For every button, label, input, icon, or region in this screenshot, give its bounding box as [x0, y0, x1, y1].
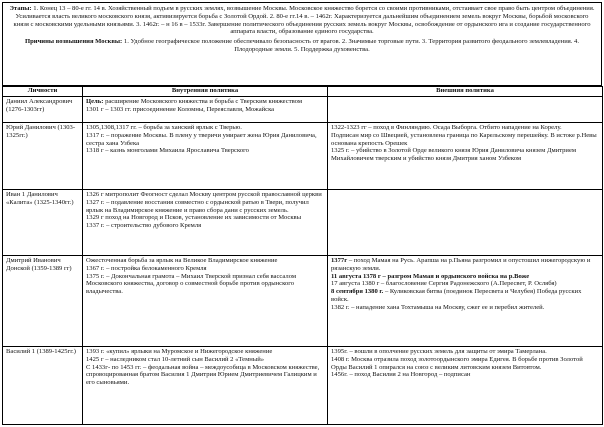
entry-line: [86, 214, 324, 222]
entry-line: [86, 199, 324, 215]
internal-cell: [83, 123, 328, 190]
entry-line: [86, 348, 324, 356]
entry-bold: 8 сентября 1380 г.: [331, 288, 384, 296]
entry-bold: Цель:: [86, 98, 104, 105]
header-internal-policy: Внутренняя политика: [83, 87, 328, 97]
entry-text: 1393 г. «купил» ярлыки на Муромское и Нижегородское княжение: [86, 348, 273, 355]
person-name: Дмитрий Иванович Донской (1359-1389 гг): [6, 257, 72, 272]
entry-text: 1367 г. – постройка белокаменного Кремля: [86, 264, 207, 272]
table-row: [3, 123, 603, 190]
reasons-paragraph: [9, 38, 595, 54]
entry-text: Ожесточенная борьба за ярлык на Великое Владимирское княжение: [86, 257, 278, 264]
entry-line: [331, 288, 599, 304]
stages-label: Этапы:: [9, 5, 32, 12]
entry-text: расширение Московского княжества и борьба с Тверским княжеством: [103, 98, 302, 105]
entry-line: [86, 257, 324, 265]
entry-text: – поход Мамая на Русь. Арапша на р.Пьяна разгромил и опустошил нижегородскую и рязанскую земли.: [331, 257, 591, 272]
table-row: [3, 256, 603, 347]
entry-line: [86, 132, 324, 148]
reasons-label: Причины возвышения Москвы:: [24, 38, 123, 46]
entry-text: 1327 г. – подавление восстания совместно с ордынской ратью в Твери, получил ярлык на Владимирское княжение и право сбора дани с русских земель.: [86, 198, 309, 214]
table-header-row: [3, 87, 603, 97]
entry-text: 1337 г. – строительство дубового Кремля: [86, 222, 202, 230]
entry-line: [86, 364, 324, 387]
header-external-policy: Внешняя политика: [328, 87, 603, 97]
internal-cell: [83, 256, 328, 347]
entry-text: 1305,1308,1317 гг. – борьба за ханский ярлык с Тверью.: [86, 124, 242, 131]
entry-line: [331, 280, 599, 288]
entry-text: 1408 г. Москва отразила поход золотоордынского эмира Едигея. В борьбе против Золотой Орды Василий 1 опирался на союз с великим литовским князем Витовтом.: [331, 355, 583, 371]
entry-line: [331, 132, 599, 148]
entry-text: Подписан мир со Швецией, установлена граница по Карельскому перешейку. В истоке р.Невы основана крепость Орешек: [331, 131, 597, 147]
stages-paragraph: [9, 5, 595, 36]
entry-text: – Куликовская битва (поединок Пересвета и Челубея) Победа русских войск.: [331, 288, 582, 303]
entry-line: [86, 222, 324, 230]
entry-text: 1317 г. – поражение Москвы. В плену у тверичи умирает жена Юрия Даниловича, сестра хана Узбека: [86, 131, 317, 147]
person-cell: [3, 256, 83, 347]
reasons-text: 1. Удобное географическое положение обеспечивало безопасность от врагов. 2. Значимые торговые пути. 3. Территория развитого феодального землевладения. 4. Плодородные земли. 5. Поддержка духовенства.: [123, 38, 579, 53]
external-cell: [328, 347, 603, 425]
entry-text: 1326 г митрополит Феогност сделал Москву центром русской православной церкви: [86, 191, 322, 198]
entry-line: [86, 98, 324, 106]
person-cell: [3, 347, 83, 425]
entry-line: [331, 147, 599, 163]
entry-text: 1329 г поход на Новгород и Псков, установление их зависимости от Москвы: [86, 214, 302, 222]
intro-box: [2, 2, 602, 86]
person-name: Иван 1 Данилович «Калита» (1325-1340гг.): [6, 191, 74, 206]
entry-line: [331, 356, 599, 372]
entry-line: [86, 147, 324, 155]
table-row: [3, 347, 603, 425]
entry-line: [86, 191, 324, 199]
person-cell: [3, 190, 83, 256]
entry-line: [331, 273, 599, 281]
entry-text: 17 августа 1380 г – благословение Сергия Радонежского (А.Пересвет, Р. Ослябя): [331, 280, 557, 288]
entry-text: 1318 г – казнь монголами Михаила Ярославича Тверского: [86, 147, 249, 155]
person-cell: [3, 97, 83, 123]
stages-text: 1. Конец 13 – 80-е гг. 14 в. Хозяйственный подъем в русских землях, возвышение Москвы. Московское княжество борется со своими противниками, отстаивает свое право быть центром объединения. Усиливается власть великого московского князя, активизируется борьба с Золотой Ордой. 2. 80-е гг.14 в. – 1462г. Характеризуется дальнейшим объединением земель вокруг Москвы, борьбой московского князя с московскими удельными князьями. 3. 1462г. – н 16 в – 1533г. Завершение политического объединения русских земель вокруг Москвы, освобождение от ордынского ига и создание государственного аппарата власти, образование единого государства.: [13, 5, 595, 36]
entry-line: [86, 273, 324, 296]
person-name: Даниил Александрович (1276-1303гг): [6, 98, 73, 113]
external-cell: [328, 256, 603, 347]
internal-cell: [83, 97, 328, 123]
header-persons: Личности: [3, 87, 83, 97]
rulers-table: [2, 86, 603, 425]
entry-text: 1456г. – поход Василия 2 на Новгород – подписан: [331, 371, 471, 379]
entry-bold: 11 августа 1378 г – разгром Мамая и ордынского войска на р.Воже: [331, 272, 530, 280]
person-name: Василий 1 (1389-1425гг.): [6, 348, 76, 355]
entry-line: [331, 371, 599, 379]
entry-text: 1395г. – вошли в ополчение русских земель для защиты от эмира Тамерлана.: [331, 348, 547, 355]
internal-cell: [83, 347, 328, 425]
entry-line: [86, 106, 324, 114]
entry-text: 1425 г – наследником стал 10-летний сын Василий 2 «Темный»: [86, 355, 265, 363]
entry-line: [86, 124, 324, 132]
entry-line: [331, 304, 599, 312]
entry-line: [86, 356, 324, 364]
entry-text: 1382 г. – нападение хана Тохтамыша на Москву, сжег ее и перебил жителей.: [331, 303, 545, 311]
external-cell: [328, 123, 603, 190]
table-row: [3, 190, 603, 256]
entry-text: 1322-1323 гг – поход в Финляндию. Осада Выборга. Отбито нападение на Корелу.: [331, 124, 562, 131]
person-cell: [3, 123, 83, 190]
entry-text: С 1433г- по 1453 гг. – феодальная война – междоусобица в Московском княжестве, спровоцированная братом Василия 1 Дмитрия Юрием Дмитриевичем Галицким и его сыновьями.: [86, 363, 320, 387]
entry-text: 1325 г. – убийство в Золотой Орде великого князя Юрия Даниловича князем Дмитрием Михайловичем тверским и убийство князя Дмитрия ханом Узбеком: [331, 147, 577, 163]
table-row: [3, 97, 603, 123]
external-cell: [328, 190, 603, 256]
entry-text: 1301 г – 1303 гг. присоединение Коломны, Переяславля, Можайска: [86, 105, 275, 113]
entry-line: [331, 124, 599, 132]
internal-cell: [83, 190, 328, 256]
external-cell: [328, 97, 603, 123]
entry-line: [331, 257, 599, 273]
entry-text: 1375 г. – Докончальная грамота – Михаил Тверской признал себя вассалом Московского княжества, договор о совместной борьбе против ордынского владычества.: [86, 272, 297, 296]
entry-bold: 1377г: [331, 257, 348, 264]
entry-line: [331, 348, 599, 356]
person-name: Юрий Данилович (1303-1325гг.): [6, 124, 76, 139]
entry-line: [86, 265, 324, 273]
